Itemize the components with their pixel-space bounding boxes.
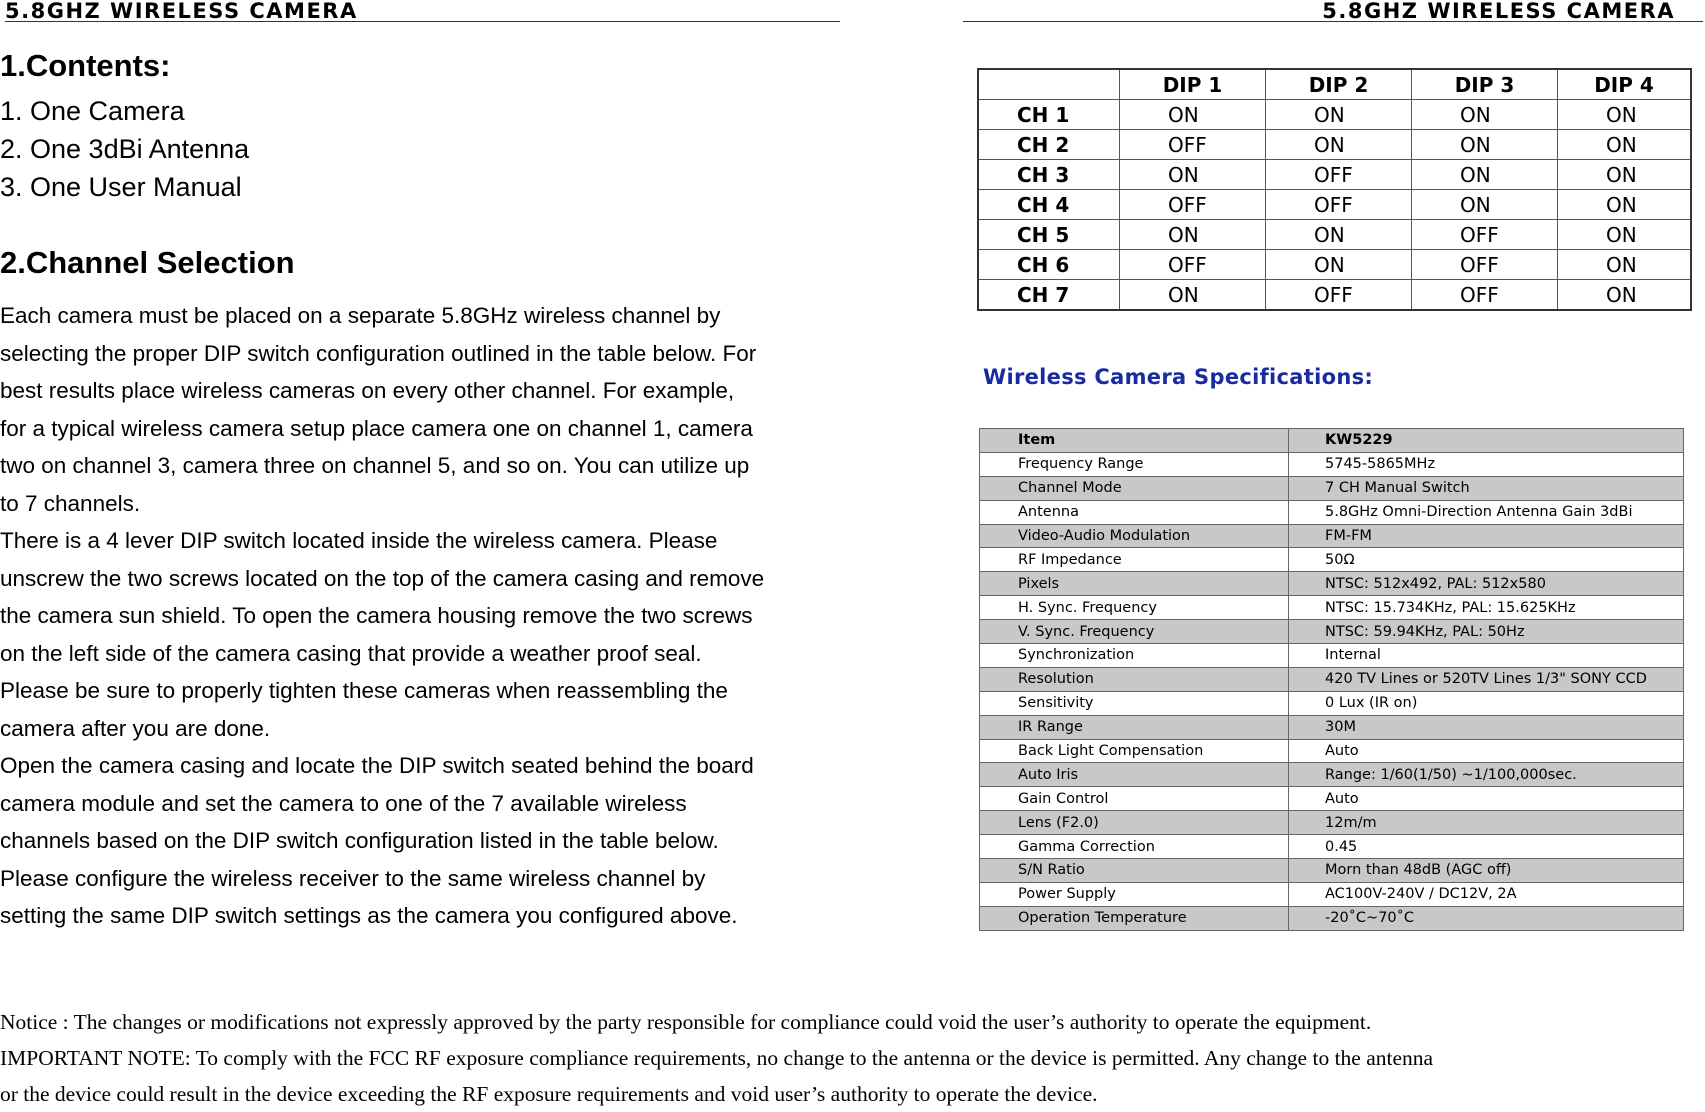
table-row bbox=[980, 452, 1684, 476]
text-line: Please configure the wireless receiver to the same wireless channel by bbox=[0, 865, 706, 891]
spec-label-cell: Synchronization bbox=[980, 644, 1289, 668]
spec-value-cell: Auto bbox=[1289, 739, 1684, 763]
table-row bbox=[978, 280, 1691, 311]
dip-cell: ON bbox=[1558, 130, 1692, 160]
channel-cell: CH 5 bbox=[978, 220, 1120, 250]
table-row bbox=[980, 596, 1684, 620]
spec-label-cell: Gain Control bbox=[980, 787, 1289, 811]
dip-cell: ON bbox=[1558, 190, 1692, 220]
channel-cell: CH 3 bbox=[978, 160, 1120, 190]
column-header: DIP 1 bbox=[1120, 69, 1266, 100]
channel-cell: CH 4 bbox=[978, 190, 1120, 220]
table-row bbox=[980, 763, 1684, 787]
spec-label-cell: Channel Mode bbox=[980, 476, 1289, 500]
spec-value-cell: 420 TV Lines or 520TV Lines 1/3" SONY CCD bbox=[1289, 667, 1684, 691]
table-row bbox=[980, 906, 1684, 930]
column-header: DIP 3 bbox=[1412, 69, 1558, 100]
spec-value-cell: 0.45 bbox=[1289, 835, 1684, 859]
spec-label-cell: Back Light Compensation bbox=[980, 739, 1289, 763]
spec-label-cell: Sensitivity bbox=[980, 691, 1289, 715]
spec-label-cell: Gamma Correction bbox=[980, 835, 1289, 859]
table-row bbox=[980, 811, 1684, 835]
spec-label-cell: Resolution bbox=[980, 667, 1289, 691]
specifications-title: Wireless Camera Specifications: bbox=[983, 365, 1374, 389]
contents-list bbox=[0, 92, 870, 206]
spec-value-cell: NTSC: 15.734KHz, PAL: 15.625KHz bbox=[1289, 596, 1684, 620]
channel-cell: CH 7 bbox=[978, 280, 1120, 311]
notice-line: IMPORTANT NOTE: To comply with the FCC RF exposure compliance requirements, no change to the antenna or the device is permitted. Any change to the antenna bbox=[0, 1046, 1434, 1070]
table-row bbox=[978, 250, 1691, 280]
channel-cell: CH 6 bbox=[978, 250, 1120, 280]
left-column bbox=[0, 40, 870, 935]
text-line: There is a 4 lever DIP switch located inside the wireless camera. Please bbox=[0, 528, 718, 553]
spec-label-cell: Pixels bbox=[980, 572, 1289, 596]
text-line: channels based on the DIP switch configuration listed in the table below. bbox=[0, 828, 719, 853]
header-rule-left bbox=[5, 21, 840, 22]
column-header bbox=[978, 69, 1120, 100]
table-row bbox=[980, 835, 1684, 859]
spec-label-cell: H. Sync. Frequency bbox=[980, 596, 1289, 620]
text-line: two on channel 3, camera three on channel 5, and so on. You can utilize up bbox=[0, 453, 750, 478]
spec-label-cell: S/N Ratio bbox=[980, 859, 1289, 883]
dip-cell: ON bbox=[1412, 130, 1558, 160]
spec-label-cell: Video-Audio Modulation bbox=[980, 524, 1289, 548]
spec-label-cell: Item bbox=[980, 429, 1289, 453]
spec-value-cell: NTSC: 512x492, PAL: 512x580 bbox=[1289, 572, 1684, 596]
spec-value-cell: 5745-5865MHz bbox=[1289, 452, 1684, 476]
list-item: 1. One Camera bbox=[0, 96, 185, 126]
spec-value-cell: 50Ω bbox=[1289, 548, 1684, 572]
text-line: camera after you are done. bbox=[0, 715, 271, 741]
table-row bbox=[978, 100, 1691, 130]
text-line: on the left side of the camera casing that provide a weather proof seal. bbox=[0, 640, 702, 666]
text-line: Open the camera casing and locate the DIP switch seated behind the board bbox=[0, 753, 754, 778]
dip-cell: OFF bbox=[1266, 280, 1412, 311]
dip-cell: OFF bbox=[1120, 130, 1266, 160]
dip-cell: ON bbox=[1558, 220, 1692, 250]
spec-value-cell: 0 Lux (IR on) bbox=[1289, 691, 1684, 715]
spec-label-cell: IR Range bbox=[980, 715, 1289, 739]
table-row bbox=[980, 739, 1684, 763]
table-row bbox=[980, 644, 1684, 668]
dip-cell: OFF bbox=[1266, 160, 1412, 190]
text-line: Please be sure to properly tighten these cameras when reassembling the bbox=[0, 678, 728, 703]
dip-cell: OFF bbox=[1266, 190, 1412, 220]
spec-label-cell: Power Supply bbox=[980, 882, 1289, 906]
spec-value-cell: AC100V-240V / DC12V, 2A bbox=[1289, 882, 1684, 906]
table-row bbox=[978, 160, 1691, 190]
spec-value-cell: -20˚C~70˚C bbox=[1289, 906, 1684, 930]
notice-line: or the device could result in the device exceeding the RF exposure requirements and void user’s authority to operate the device. bbox=[0, 1082, 1098, 1106]
text-line: best results place wireless cameras on every other channel. For example, bbox=[0, 378, 735, 403]
table-row bbox=[980, 524, 1684, 548]
text-line: the camera sun shield. To open the camera housing remove the two screws bbox=[0, 603, 753, 628]
table-row bbox=[980, 500, 1684, 524]
table-row bbox=[978, 130, 1691, 160]
spec-value-cell: 7 CH Manual Switch bbox=[1289, 476, 1684, 500]
dip-cell: ON bbox=[1412, 100, 1558, 130]
dip-cell: ON bbox=[1558, 280, 1692, 311]
table-row bbox=[980, 715, 1684, 739]
dip-cell: OFF bbox=[1412, 250, 1558, 280]
dip-cell: OFF bbox=[1412, 280, 1558, 311]
text-line: to 7 channels. bbox=[0, 490, 141, 516]
spec-label-cell: Frequency Range bbox=[980, 452, 1289, 476]
table-row bbox=[980, 476, 1684, 500]
dip-cell: OFF bbox=[1120, 250, 1266, 280]
column-header: DIP 4 bbox=[1558, 69, 1692, 100]
dip-cell: ON bbox=[1412, 190, 1558, 220]
table-header-row bbox=[978, 69, 1691, 100]
spec-value-cell: 5.8GHz Omni-Direction Antenna Gain 3dBi bbox=[1289, 500, 1684, 524]
table-row bbox=[978, 190, 1691, 220]
dip-cell: ON bbox=[1120, 220, 1266, 250]
dip-cell: ON bbox=[1266, 220, 1412, 250]
spec-label-cell: Antenna bbox=[980, 500, 1289, 524]
dip-cell: ON bbox=[1412, 160, 1558, 190]
text-line: for a typical wireless camera setup place camera one on channel 1, camera bbox=[0, 415, 753, 441]
table-row bbox=[978, 220, 1691, 250]
channel-cell: CH 1 bbox=[978, 100, 1120, 130]
text-line: selecting the proper DIP switch configuration outlined in the table below. For bbox=[0, 340, 757, 366]
dip-cell: ON bbox=[1120, 100, 1266, 130]
dip-cell: ON bbox=[1266, 100, 1412, 130]
table-row bbox=[980, 859, 1684, 883]
text-line: camera module and set the camera to one of the 7 available wireless bbox=[0, 790, 687, 816]
list-item: 3. One User Manual bbox=[0, 172, 242, 202]
dip-cell: ON bbox=[1120, 280, 1266, 311]
dip-cell: ON bbox=[1558, 160, 1692, 190]
channel-cell: CH 2 bbox=[978, 130, 1120, 160]
table-row bbox=[980, 882, 1684, 906]
notice-line: Notice : The changes or modifications not expressly approved by the party responsible for compliance could void the user’s authority to operate the equipment. bbox=[0, 1010, 1372, 1034]
dip-switch-table bbox=[977, 68, 1692, 311]
contents-heading: 1.Contents: bbox=[0, 48, 171, 83]
specifications-table bbox=[979, 428, 1684, 931]
table-row bbox=[980, 548, 1684, 572]
table-row bbox=[980, 691, 1684, 715]
table-row bbox=[980, 787, 1684, 811]
dip-cell: ON bbox=[1558, 100, 1692, 130]
table-row bbox=[980, 429, 1684, 453]
spec-value-cell: 12m/m bbox=[1289, 811, 1684, 835]
spec-value-cell: Range: 1/60(1/50) ~1/100,000sec. bbox=[1289, 763, 1684, 787]
column-header: DIP 2 bbox=[1266, 69, 1412, 100]
text-line: setting the same DIP switch settings as the camera you configured above. bbox=[0, 903, 738, 928]
page-header-right: 5.8GHZ WIRELESS CAMERA bbox=[1322, 0, 1675, 23]
spec-value-cell: Internal bbox=[1289, 644, 1684, 668]
dip-cell: OFF bbox=[1120, 190, 1266, 220]
dip-cell: ON bbox=[1558, 250, 1692, 280]
table-row bbox=[980, 667, 1684, 691]
spec-label-cell: RF Impedance bbox=[980, 548, 1289, 572]
channel-selection-text bbox=[0, 297, 870, 935]
list-item: 2. One 3dBi Antenna bbox=[0, 134, 250, 164]
text-line: Each camera must be placed on a separate 5.8GHz wireless channel by bbox=[0, 303, 721, 328]
text-line: unscrew the two screws located on the top of the camera casing and remove bbox=[0, 565, 765, 591]
dip-cell: ON bbox=[1266, 250, 1412, 280]
spec-value-cell: FM-FM bbox=[1289, 524, 1684, 548]
spec-label-cell: Operation Temperature bbox=[980, 906, 1289, 930]
dip-cell: ON bbox=[1120, 160, 1266, 190]
table-row bbox=[980, 572, 1684, 596]
channel-selection-heading: 2.Channel Selection bbox=[0, 245, 295, 280]
fcc-notice bbox=[0, 1004, 1700, 1112]
spec-value-cell: KW5229 bbox=[1289, 429, 1684, 453]
dip-cell: OFF bbox=[1412, 220, 1558, 250]
spec-label-cell: Auto Iris bbox=[980, 763, 1289, 787]
table-row bbox=[980, 620, 1684, 644]
page-header-left: 5.8GHZ WIRELESS CAMERA bbox=[5, 0, 358, 23]
spec-label-cell: Lens (F2.0) bbox=[980, 811, 1289, 835]
spec-value-cell: 30M bbox=[1289, 715, 1684, 739]
spec-label-cell: V. Sync. Frequency bbox=[980, 620, 1289, 644]
dip-cell: ON bbox=[1266, 130, 1412, 160]
spec-value-cell: Auto bbox=[1289, 787, 1684, 811]
spec-value-cell: NTSC: 59.94KHz, PAL: 50Hz bbox=[1289, 620, 1684, 644]
spec-value-cell: Morn than 48dB (AGC off) bbox=[1289, 859, 1684, 883]
